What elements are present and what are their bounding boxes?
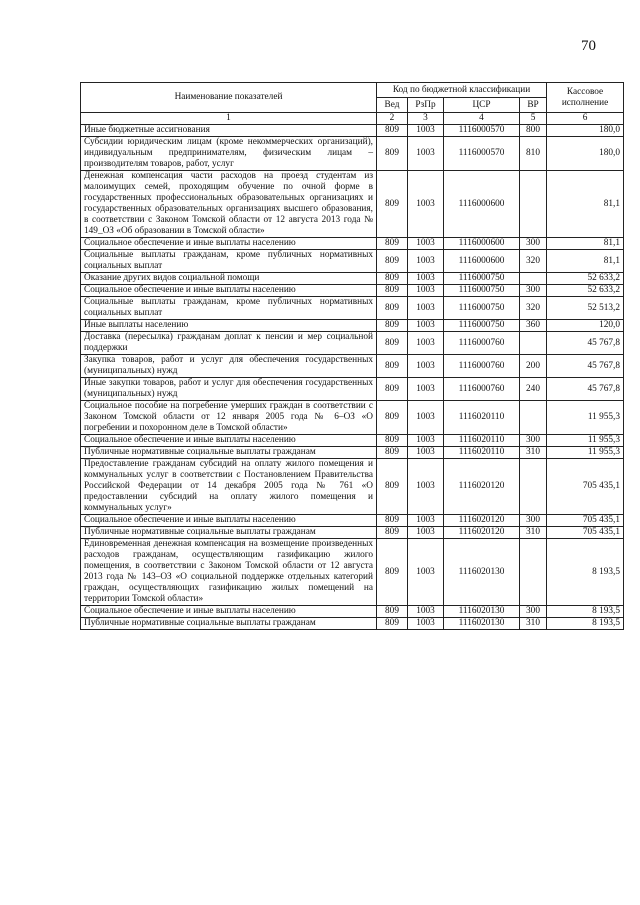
table-row [81, 320, 624, 332]
row-rzpr: 1003 [408, 606, 444, 618]
row-csr: 1116020120 [444, 515, 520, 527]
table-row [81, 238, 624, 250]
row-csr: 1116020130 [444, 618, 520, 630]
row-rzpr: 1003 [408, 320, 444, 332]
row-vr: 200 [520, 355, 547, 378]
row-name: Иные бюджетные ассигнования [81, 125, 377, 137]
row-vr: 360 [520, 320, 547, 332]
table-row [81, 332, 624, 355]
row-vr [520, 332, 547, 355]
row-rzpr: 1003 [408, 618, 444, 630]
row-name: Социальное обеспечение и иные выплаты населению [81, 238, 377, 250]
row-name: Субсидии юридическим лицам (кроме некоммерческих организаций), индивидуальным предпринимателям, физическим лицам – производителям товаров, работ, услуг [81, 137, 377, 171]
row-name: Социальное пособие на погребение умерших граждан в соответствии с Законом Томской области от 12 января 2005 года № 6–ОЗ «О погребении и похоронном деле в Томской области» [81, 401, 377, 435]
row-name: Иные выплаты населению [81, 320, 377, 332]
row-ved: 809 [377, 539, 408, 606]
row-vr: 310 [520, 527, 547, 539]
column-number: 3 [408, 113, 444, 125]
table-row [81, 459, 624, 515]
row-vr [520, 273, 547, 285]
budget-table [80, 82, 624, 630]
row-rzpr: 1003 [408, 355, 444, 378]
column-number: 2 [377, 113, 408, 125]
row-csr: 1116020130 [444, 539, 520, 606]
row-rzpr: 1003 [408, 297, 444, 320]
row-rzpr: 1003 [408, 238, 444, 250]
row-ved: 809 [377, 401, 408, 435]
header-vr: ВР [520, 98, 547, 113]
row-vr: 320 [520, 250, 547, 273]
header-ved: Вед [377, 98, 408, 113]
row-amount: 45 767,8 [547, 355, 624, 378]
table-row [81, 618, 624, 630]
row-vr: 300 [520, 238, 547, 250]
row-amount: 52 633,2 [547, 285, 624, 297]
row-rzpr: 1003 [408, 447, 444, 459]
row-ved: 809 [377, 332, 408, 355]
table-row [81, 137, 624, 171]
row-name: Социальные выплаты гражданам, кроме публичных нормативных социальных выплат [81, 250, 377, 273]
row-name: Социальное обеспечение и иные выплаты населению [81, 285, 377, 297]
row-csr: 1116020110 [444, 447, 520, 459]
row-vr [520, 459, 547, 515]
row-rzpr: 1003 [408, 515, 444, 527]
row-csr: 1116000570 [444, 137, 520, 171]
column-number: 1 [81, 113, 377, 125]
header-rzpr: РзПр [408, 98, 444, 113]
row-csr: 1116000760 [444, 332, 520, 355]
row-csr: 1116020110 [444, 435, 520, 447]
row-amount: 81,1 [547, 250, 624, 273]
row-ved: 809 [377, 447, 408, 459]
header-csr: ЦСР [444, 98, 520, 113]
row-ved: 809 [377, 285, 408, 297]
row-csr: 1116000760 [444, 355, 520, 378]
row-rzpr: 1003 [408, 459, 444, 515]
row-vr: 800 [520, 125, 547, 137]
row-name: Публичные нормативные социальные выплаты гражданам [81, 527, 377, 539]
row-rzpr: 1003 [408, 401, 444, 435]
row-rzpr: 1003 [408, 285, 444, 297]
row-rzpr: 1003 [408, 378, 444, 401]
row-amount: 11 955,3 [547, 447, 624, 459]
row-vr: 300 [520, 606, 547, 618]
column-number-row [81, 113, 624, 125]
table-row [81, 297, 624, 320]
row-name: Доставка (пересылка) гражданам доплат к пенсии и мер социальной поддержки [81, 332, 377, 355]
row-rzpr: 1003 [408, 527, 444, 539]
row-name: Социальные выплаты гражданам, кроме публичных нормативных социальных выплат [81, 297, 377, 320]
row-amount: 180,0 [547, 125, 624, 137]
row-csr: 1116020120 [444, 527, 520, 539]
row-amount: 8 193,5 [547, 539, 624, 606]
header-name: Наименование показателей [81, 83, 377, 113]
row-ved: 809 [377, 459, 408, 515]
row-vr [520, 401, 547, 435]
column-number: 6 [547, 113, 624, 125]
row-csr: 1116000600 [444, 238, 520, 250]
row-vr: 310 [520, 447, 547, 459]
row-rzpr: 1003 [408, 171, 444, 238]
table-row [81, 250, 624, 273]
row-vr: 300 [520, 285, 547, 297]
row-csr: 1116000750 [444, 273, 520, 285]
row-csr: 1116000760 [444, 378, 520, 401]
table-row [81, 515, 624, 527]
row-ved: 809 [377, 171, 408, 238]
table-row [81, 355, 624, 378]
row-csr: 1116000600 [444, 171, 520, 238]
row-csr: 1116020110 [444, 401, 520, 435]
row-ved: 809 [377, 606, 408, 618]
row-csr: 1116000750 [444, 320, 520, 332]
row-amount: 120,0 [547, 320, 624, 332]
row-name: Оказание других видов социальной помощи [81, 273, 377, 285]
row-ved: 809 [377, 355, 408, 378]
row-ved: 809 [377, 297, 408, 320]
table-row [81, 171, 624, 238]
row-csr: 1116000570 [444, 125, 520, 137]
row-amount: 705 435,1 [547, 459, 624, 515]
row-csr: 1116000600 [444, 250, 520, 273]
row-vr: 240 [520, 378, 547, 401]
row-ved: 809 [377, 515, 408, 527]
row-ved: 809 [377, 378, 408, 401]
row-amount: 81,1 [547, 171, 624, 238]
table-row [81, 285, 624, 297]
row-vr [520, 171, 547, 238]
table-row [81, 539, 624, 606]
row-ved: 809 [377, 273, 408, 285]
row-amount: 8 193,5 [547, 606, 624, 618]
table-row [81, 401, 624, 435]
row-amount: 8 193,5 [547, 618, 624, 630]
row-rzpr: 1003 [408, 435, 444, 447]
row-rzpr: 1003 [408, 250, 444, 273]
row-name: Закупка товаров, работ и услуг для обеспечения государственных (муниципальных) нужд [81, 355, 377, 378]
row-name: Социальное обеспечение и иные выплаты населению [81, 435, 377, 447]
row-amount: 11 955,3 [547, 401, 624, 435]
row-name: Публичные нормативные социальные выплаты гражданам [81, 447, 377, 459]
row-vr: 300 [520, 515, 547, 527]
row-rzpr: 1003 [408, 332, 444, 355]
table-row [81, 378, 624, 401]
row-rzpr: 1003 [408, 125, 444, 137]
row-csr: 1116000750 [444, 285, 520, 297]
row-amount: 45 767,8 [547, 378, 624, 401]
row-amount: 45 767,8 [547, 332, 624, 355]
row-ved: 809 [377, 250, 408, 273]
row-vr: 320 [520, 297, 547, 320]
row-name: Предоставление гражданам субсидий на оплату жилого помещения и коммунальных услуг в соответствии с Постановлением Правительства Российской Федерации от 14 декабря 2005 года № 761 «О предоставлении субсидий на оплату жилого помещения и коммунальных услуг» [81, 459, 377, 515]
row-vr: 300 [520, 435, 547, 447]
row-ved: 809 [377, 137, 408, 171]
row-vr: 310 [520, 618, 547, 630]
row-ved: 809 [377, 125, 408, 137]
row-ved: 809 [377, 527, 408, 539]
page-number: 70 [581, 38, 596, 54]
row-amount: 705 435,1 [547, 527, 624, 539]
column-number: 5 [520, 113, 547, 125]
row-ved: 809 [377, 320, 408, 332]
row-rzpr: 1003 [408, 539, 444, 606]
row-csr: 1116020120 [444, 459, 520, 515]
header-code-group: Код по бюджетной классификации [377, 83, 547, 98]
row-csr: 1116000750 [444, 297, 520, 320]
row-name: Социальное обеспечение и иные выплаты населению [81, 515, 377, 527]
row-ved: 809 [377, 618, 408, 630]
column-number: 4 [444, 113, 520, 125]
table-row [81, 435, 624, 447]
table-row [81, 606, 624, 618]
row-name: Публичные нормативные социальные выплаты гражданам [81, 618, 377, 630]
row-name: Денежная компенсация части расходов на проезд студентам из малоимущих семей, проходящим обучение по очной форме в государственных профессиональных образовательных организациях и государственных образовательных организациях высшего образования, в соответствии с Законом Томской области от 12 августа 2013 года № 149_ОЗ «Об образовании в Томской области» [81, 171, 377, 238]
row-name: Иные закупки товаров, работ и услуг для обеспечения государственных (муниципальных) нужд [81, 378, 377, 401]
row-amount: 11 955,3 [547, 435, 624, 447]
row-ved: 809 [377, 238, 408, 250]
table-row [81, 125, 624, 137]
row-amount: 705 435,1 [547, 515, 624, 527]
header-cash: Кассовое исполнение [547, 83, 624, 113]
table-row [81, 273, 624, 285]
row-amount: 52 513,2 [547, 297, 624, 320]
row-amount: 52 633,2 [547, 273, 624, 285]
row-vr [520, 539, 547, 606]
row-vr: 810 [520, 137, 547, 171]
table-row [81, 447, 624, 459]
row-name: Социальное обеспечение и иные выплаты населению [81, 606, 377, 618]
row-csr: 1116020130 [444, 606, 520, 618]
row-name: Единовременная денежная компенсация на возмещение произведенных расходов гражданам, осуществляющим газификацию жилого помещения, в соответствии с Законом Томской области от 12 августа 2013 года № 143–ОЗ «О социальной поддержке отдельных категорий граждан, осуществляющих газификацию жилых помещений на территории Томской области» [81, 539, 377, 606]
table-row [81, 527, 624, 539]
row-rzpr: 1003 [408, 273, 444, 285]
row-amount: 180,0 [547, 137, 624, 171]
row-rzpr: 1003 [408, 137, 444, 171]
row-amount: 81,1 [547, 238, 624, 250]
row-ved: 809 [377, 435, 408, 447]
